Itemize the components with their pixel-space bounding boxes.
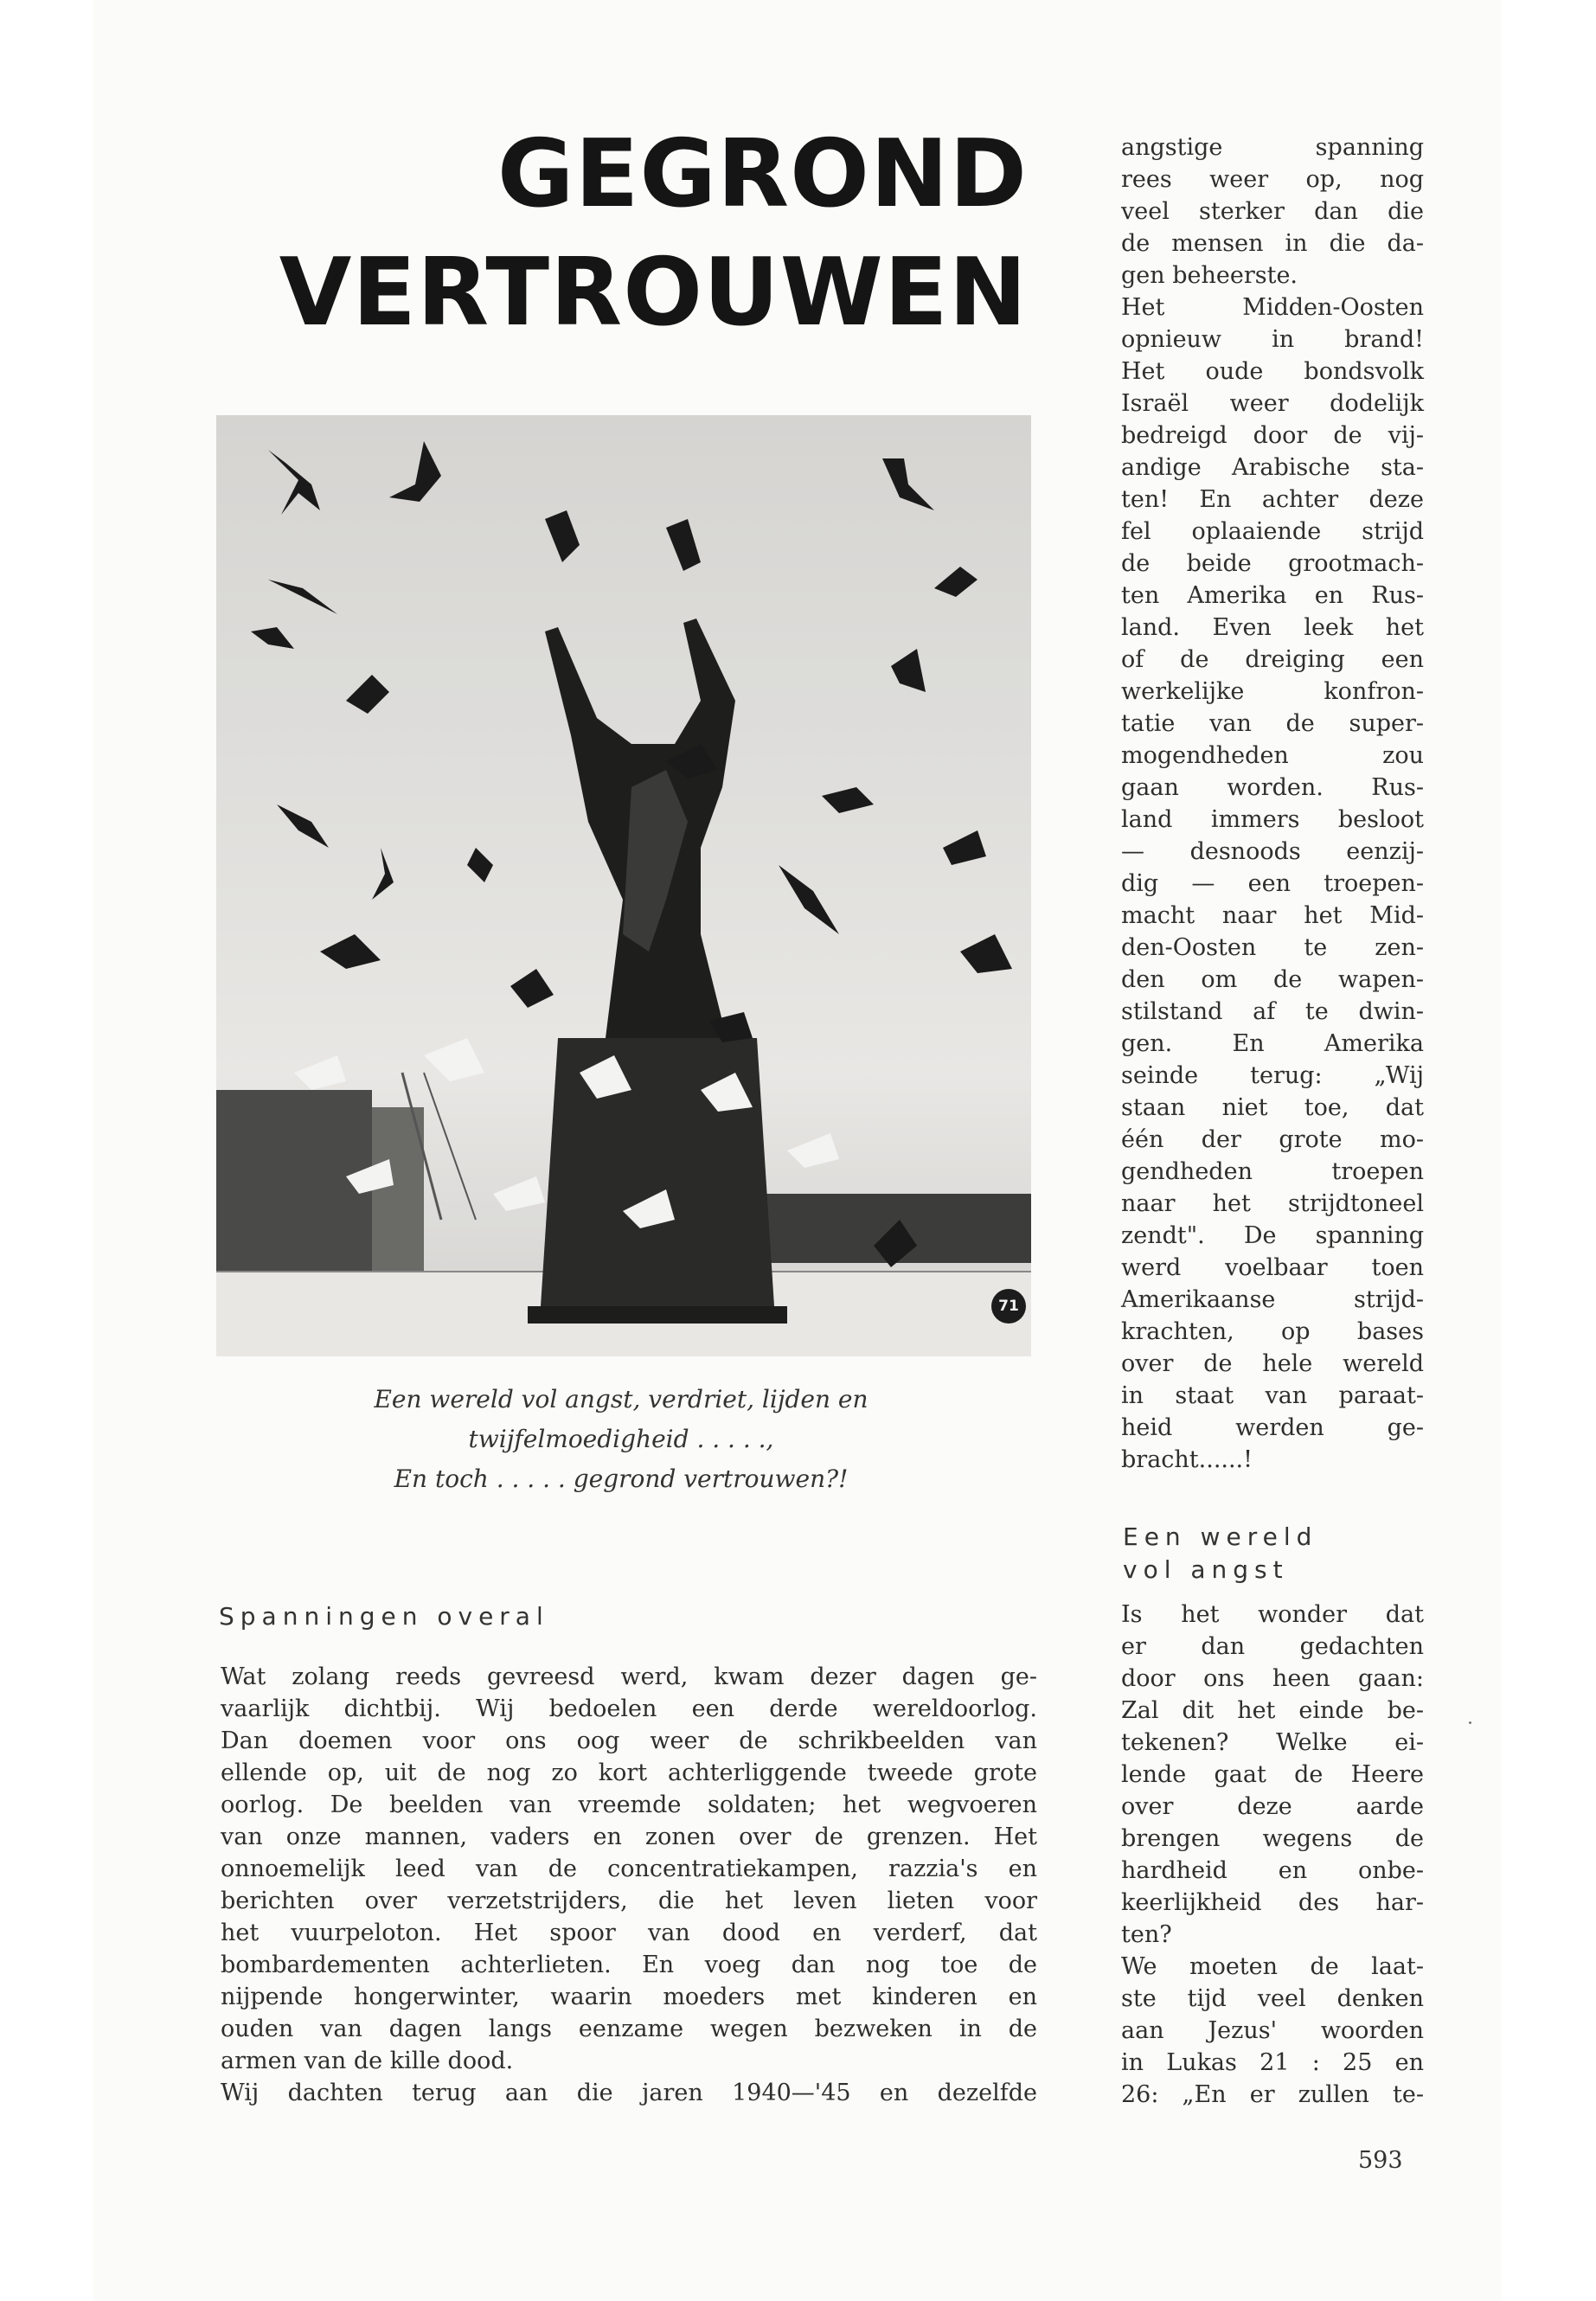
heading-line: vol angst	[1123, 1555, 1289, 1584]
text-line: ten?	[1121, 1921, 1172, 1948]
text-line: zendt". De spanning	[1121, 1222, 1424, 1249]
text-line: We moeten de laat-	[1121, 1953, 1424, 1980]
text-line: onnoemelijk leed van de concentratiekampen, razzia's en	[221, 1856, 1037, 1882]
page-number: 593	[1358, 2147, 1403, 2174]
text-line: veel sterker dan die	[1121, 198, 1424, 225]
text-line: 26: „En er zullen te-	[1121, 2081, 1424, 2108]
text-line: angstige spanning	[1121, 134, 1424, 161]
text-line: Amerikaanse strijd-	[1121, 1286, 1424, 1313]
text-line: er dan gedachten	[1121, 1633, 1424, 1660]
text-line: land. Even leek het	[1121, 614, 1424, 641]
text-line: één der grote mo-	[1121, 1126, 1424, 1153]
text-line: dig — een troepen-	[1121, 870, 1424, 897]
text-line: oorlog. De beelden van vreemde soldaten; het wegvoeren	[221, 1791, 1037, 1818]
text-line: gaan worden. Rus-	[1121, 774, 1424, 801]
text-line: brengen wegens de	[1121, 1825, 1424, 1852]
text-line: bracht......!	[1121, 1446, 1253, 1473]
text-line: bedreigd door de vij-	[1121, 422, 1424, 449]
text-line: stilstand af te dwin-	[1121, 998, 1424, 1025]
text-line: berichten over verzetstrijders, die het leven lieten voor	[221, 1888, 1037, 1914]
statue-with-birds-photo	[216, 415, 1031, 1356]
text-line: mogendheden zou	[1121, 742, 1424, 769]
text-line: de mensen in die da-	[1121, 230, 1424, 257]
text-line: het vuurpeloton. Het spoor van dood en verderf, dat	[221, 1920, 1037, 1946]
right-text-column-bottom	[1121, 1599, 1424, 2111]
text-line: van onze mannen, vaders en zonen over de grenzen. Het	[221, 1823, 1037, 1850]
text-line: den-Oosten te zen-	[1121, 934, 1424, 961]
print-speck	[1469, 1721, 1471, 1724]
text-line: tekenen? Welke ei-	[1121, 1729, 1424, 1756]
section-heading-spanningen: Spanningen overal	[219, 1602, 549, 1631]
text-line: vaarlijk dichtbij. Wij bedoelen een derde wereldoorlog.	[221, 1695, 1037, 1722]
text-line: krachten, op bases	[1121, 1318, 1424, 1345]
text-line: Is het wonder dat	[1121, 1601, 1424, 1628]
text-line: andige Arabische sta-	[1121, 454, 1424, 481]
text-line: opnieuw in brand!	[1121, 326, 1424, 353]
text-line: in staat van paraat-	[1121, 1382, 1424, 1409]
text-line: over deze aarde	[1121, 1793, 1424, 1820]
text-line: armen van de kille dood.	[221, 2048, 514, 2074]
caption-line: twijfelmoedigheid . . . . .,	[468, 1425, 774, 1453]
article-title-line1: GEGROND	[497, 120, 1028, 228]
photo-caption	[232, 1380, 1010, 1499]
text-line: werd voelbaar toen	[1121, 1254, 1424, 1281]
text-line: lende gaat de Heere	[1121, 1761, 1424, 1788]
text-line: ste tijd veel denken	[1121, 1985, 1424, 2012]
text-line: Wat zolang reeds gevreesd werd, kwam dezer dagen ge-	[221, 1663, 1037, 1690]
text-line: gen beheerste.	[1121, 262, 1298, 289]
text-line: Israël weer dodelijk	[1121, 390, 1424, 417]
text-line: heid werden ge-	[1121, 1414, 1424, 1441]
text-line: Het Midden-Oosten	[1121, 294, 1424, 321]
article-title-line2: VERTROUWEN	[279, 239, 1028, 347]
text-line: gendheden troepen	[1121, 1158, 1424, 1185]
text-line: land immers besloot	[1121, 806, 1424, 833]
text-line: seinde terug: „Wij	[1121, 1062, 1424, 1089]
text-line: ten! En achter deze	[1121, 486, 1424, 513]
main-text-column	[221, 1661, 1037, 2109]
magazine-page	[93, 0, 1502, 2301]
section-heading-wereld-vol-angst	[1123, 1521, 1317, 1586]
text-line: ellende op, uit de nog zo kort achterliggende tweede grote	[221, 1759, 1037, 1786]
text-line: Wij dachten terug aan die jaren 1940—'45 en dezelfde	[221, 2080, 1037, 2106]
text-line: door ons heen gaan:	[1121, 1665, 1424, 1692]
text-line: over de hele wereld	[1121, 1350, 1424, 1377]
right-text-column-top	[1121, 131, 1424, 1476]
caption-line: En toch . . . . . gegrond vertrouwen?!	[394, 1465, 849, 1493]
text-line: aan Jezus' woorden	[1121, 2017, 1424, 2044]
text-line: macht naar het Mid-	[1121, 902, 1424, 929]
text-line: Het oude bondsvolk	[1121, 358, 1424, 385]
text-line: of de dreiging een	[1121, 646, 1424, 673]
text-line: keerlijkheid des har-	[1121, 1889, 1424, 1916]
text-line: Dan doemen voor ons oog weer de schrikbeelden van	[221, 1727, 1037, 1754]
heading-line: Een wereld	[1123, 1522, 1318, 1551]
caption-line: Een wereld vol angst, verdriet, lijden en	[374, 1385, 869, 1413]
text-line: ouden van dagen langs eenzame wegen bezweken in de	[221, 2016, 1037, 2042]
text-line: rees weer op, nog	[1121, 166, 1424, 193]
text-line: fel oplaaiende strijd	[1121, 518, 1424, 545]
text-line: hardheid en onbe-	[1121, 1857, 1424, 1884]
text-line: Zal dit het einde be-	[1121, 1697, 1424, 1724]
text-line: gen. En Amerika	[1121, 1030, 1424, 1057]
text-line: werkelijke konfron-	[1121, 678, 1424, 705]
text-line: ten Amerika en Rus-	[1121, 582, 1424, 609]
text-line: in Lukas 21 : 25 en	[1121, 2049, 1424, 2076]
text-line: de beide grootmach-	[1121, 550, 1424, 577]
text-line: nijpende hongerwinter, waarin moeders met kinderen en	[221, 1984, 1037, 2010]
text-line: staan niet toe, dat	[1121, 1094, 1424, 1121]
text-line: tatie van de super-	[1121, 710, 1424, 737]
text-line: — desnoods eenzij-	[1121, 838, 1424, 865]
text-line: den om de wapen-	[1121, 966, 1424, 993]
photo-illustration	[216, 415, 1031, 1356]
text-line: naar het strijdtoneel	[1121, 1190, 1424, 1217]
photo-number-badge: 71	[991, 1289, 1026, 1324]
text-line: bombardementen achterlieten. En voeg dan nog toe de	[221, 1952, 1037, 1978]
